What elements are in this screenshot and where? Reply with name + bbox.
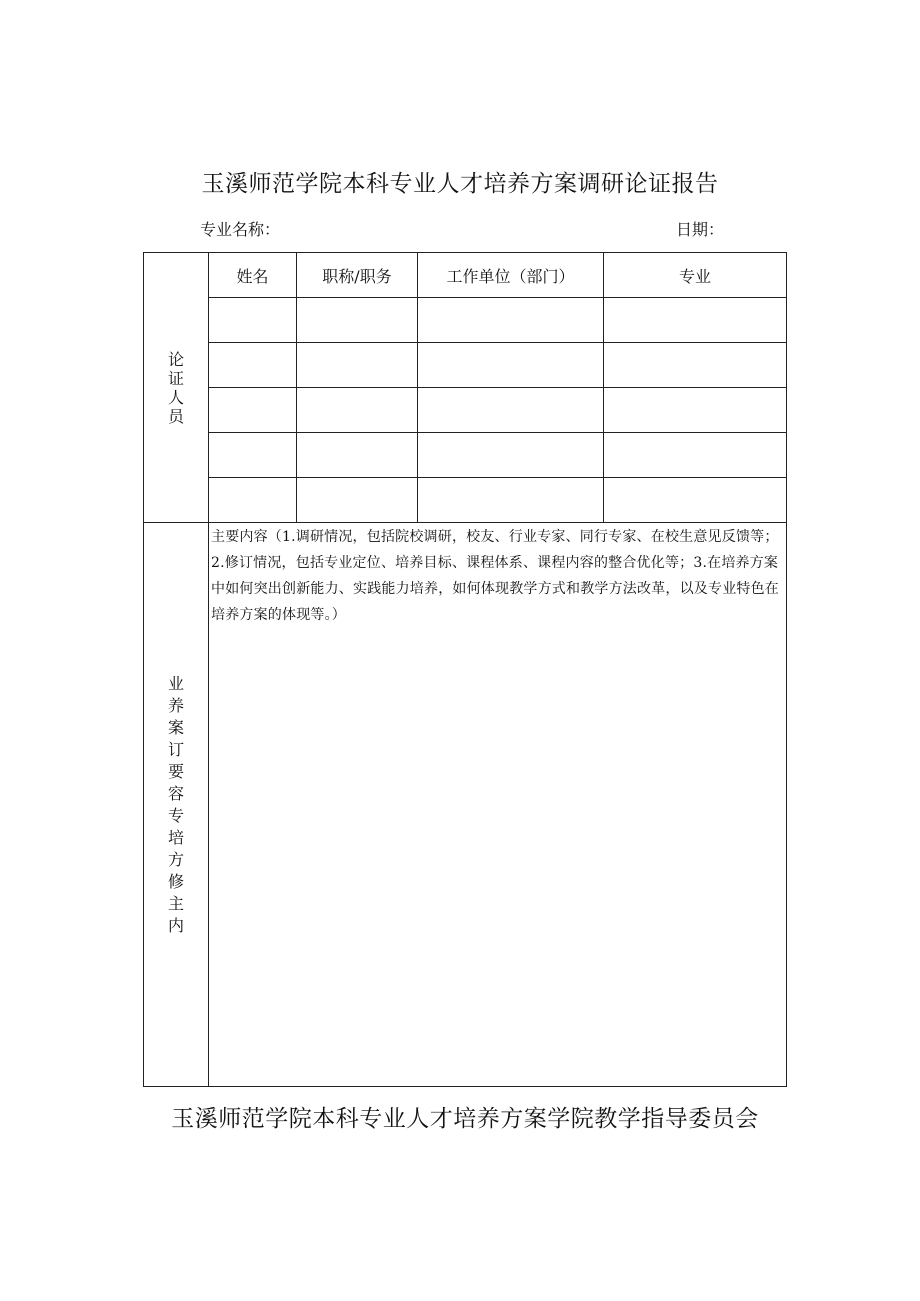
header-work-unit: 工作单位（部门）	[418, 253, 604, 298]
name-cell[interactable]	[209, 433, 297, 478]
title-cell[interactable]	[297, 298, 418, 343]
header-name: 姓名	[209, 253, 297, 298]
committee-footer: 玉溪师范学院本科专业人才培养方案学院教学指导委员会	[171, 1106, 759, 1132]
major-cell[interactable]	[604, 298, 787, 343]
major-cell[interactable]	[604, 478, 787, 523]
major-cell[interactable]	[604, 388, 787, 433]
work-unit-cell[interactable]	[418, 298, 604, 343]
major-cell[interactable]	[604, 343, 787, 388]
document-title: 玉溪师范学院本科专业人才培养方案调研论证报告	[201, 171, 719, 197]
personnel-label-cell	[144, 253, 209, 523]
table-row	[144, 478, 787, 523]
content-cell[interactable]	[209, 523, 787, 1087]
work-unit-cell[interactable]	[418, 433, 604, 478]
content-row	[144, 523, 787, 1087]
table-header-row	[144, 253, 787, 298]
name-cell[interactable]	[209, 388, 297, 433]
title-cell[interactable]	[297, 433, 418, 478]
header-title-position: 职称/职务	[297, 253, 418, 298]
report-table	[143, 252, 787, 1087]
work-unit-cell[interactable]	[418, 343, 604, 388]
content-label-cell	[144, 523, 209, 1087]
major-cell[interactable]	[604, 433, 787, 478]
table-row	[144, 343, 787, 388]
table-row	[144, 433, 787, 478]
title-cell[interactable]	[297, 388, 418, 433]
content-instructions: 主要内容（1.调研情况，包括院校调研，校友、行业专家、同行专家、在校生意见反馈等；2.修订情况，包括专业定位、培养目标、课程体系、课程内容的整合优化等；3.在培养方案中如何突出创新能力、实践能力培养，如何体现教学方式和教学方法改革，以及专业特色在培养方案的体现等。）	[211, 529, 779, 623]
name-cell[interactable]	[209, 478, 297, 523]
work-unit-cell[interactable]	[418, 388, 604, 433]
title-cell[interactable]	[297, 478, 418, 523]
work-unit-cell[interactable]	[418, 478, 604, 523]
date-label: 日期：	[676, 220, 725, 239]
title-cell[interactable]	[297, 343, 418, 388]
name-cell[interactable]	[209, 343, 297, 388]
major-name-label: 专业名称：	[200, 220, 281, 239]
name-cell[interactable]	[209, 298, 297, 343]
header-major: 专业	[604, 253, 787, 298]
content-label: 业养案订要容专培方修主内	[167, 673, 184, 935]
personnel-label: 论证人员	[167, 349, 184, 426]
table-row	[144, 298, 787, 343]
table-row	[144, 388, 787, 433]
